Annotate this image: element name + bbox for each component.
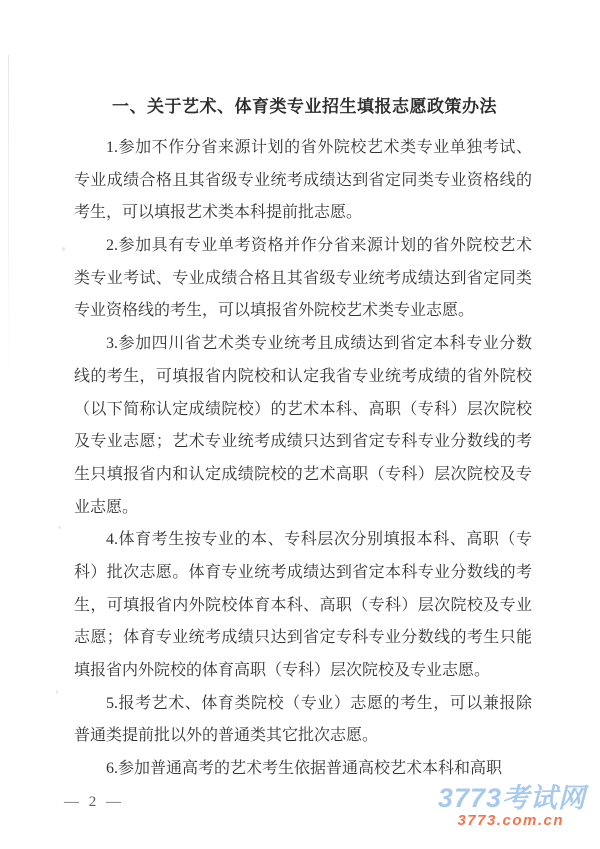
paragraph-container [74,132,532,786]
paragraph [74,524,532,687]
text-line: 2.参加具有专业单考资格并作分省来源计划的省外院校艺术 [106,237,532,255]
text-line: 考生，可以填报艺术类本科提前批志愿。 [74,204,363,222]
text-line: 业志愿。 [74,498,139,516]
paragraph [74,328,532,524]
text-line: 填报省内外院校的体育高职（专科）层次院校及专业志愿。 [74,662,491,679]
text-line: 5.报考艺术、体育类院校（专业）志愿的考生，可以兼报除 [106,694,532,712]
scan-artifact-line [8,55,9,395]
text-line: 专业资格线的考生，可以填报省外院校艺术类专业志愿。 [74,302,475,320]
scan-speck [62,247,65,251]
text-line: （以下简称认定成绩院校）的艺术本科、高职（专科）层次院校 [74,400,532,418]
text-line: 6.参加普通高考的艺术考生依据普通高校艺术本科和高职 [106,760,503,778]
text-line: 志愿；体育专业统考成绩只达到省定专科专业分数线的考生只能 [74,629,532,647]
watermark-url: 3773.com.cn [457,812,564,829]
page-number: — 2 — [64,794,124,810]
text-line: 生，可填报省内外院校体育本科、高职（专科）层次院校及专业 [74,596,532,614]
paragraph [74,753,532,786]
section-heading: 一、关于艺术、体育类专业招生填报志愿政策办法 [112,97,497,116]
text-line: 生只填报省内和认定成绩院校的艺术高职（专科）层次院校及专 [74,465,532,483]
document-content [74,90,532,786]
text-line: 4.体育考生按专业的本、专科层次分别填报本科、高职（专 [106,531,532,549]
text-line: 线的考生，可填报省内院校和认定我省专业统考成绩的省外院校 [74,367,532,385]
paragraph [74,230,532,328]
text-line: 1.参加不作分省来源计划的省外院校艺术类专业单独考试、 [106,139,532,156]
text-line: 3.参加四川省艺术类专业统考且成绩达到省定本科专业分数 [106,335,532,353]
scan-speck [56,690,58,694]
watermark [438,784,586,828]
paragraph [74,132,532,230]
text-line: 普通类提前批以外的普通类其它批次志愿。 [74,727,379,745]
watermark-logo-text: 3773考试网 [437,783,586,813]
text-line: 类专业考试、专业成绩合格且其省级专业统考成绩达到省定同类 [74,269,532,287]
scan-speck [58,526,61,529]
text-line: 专业成绩合格且其省级专业统考成绩达到省定同类专业资格线的 [74,171,532,189]
paragraph [74,688,532,753]
text-line: 及专业志愿；艺术专业统考成绩只达到省定专科专业分数线的考 [74,433,532,451]
text-line: 科）批次志愿。体育专业统考成绩达到省定本科专业分数线的考 [74,563,532,581]
